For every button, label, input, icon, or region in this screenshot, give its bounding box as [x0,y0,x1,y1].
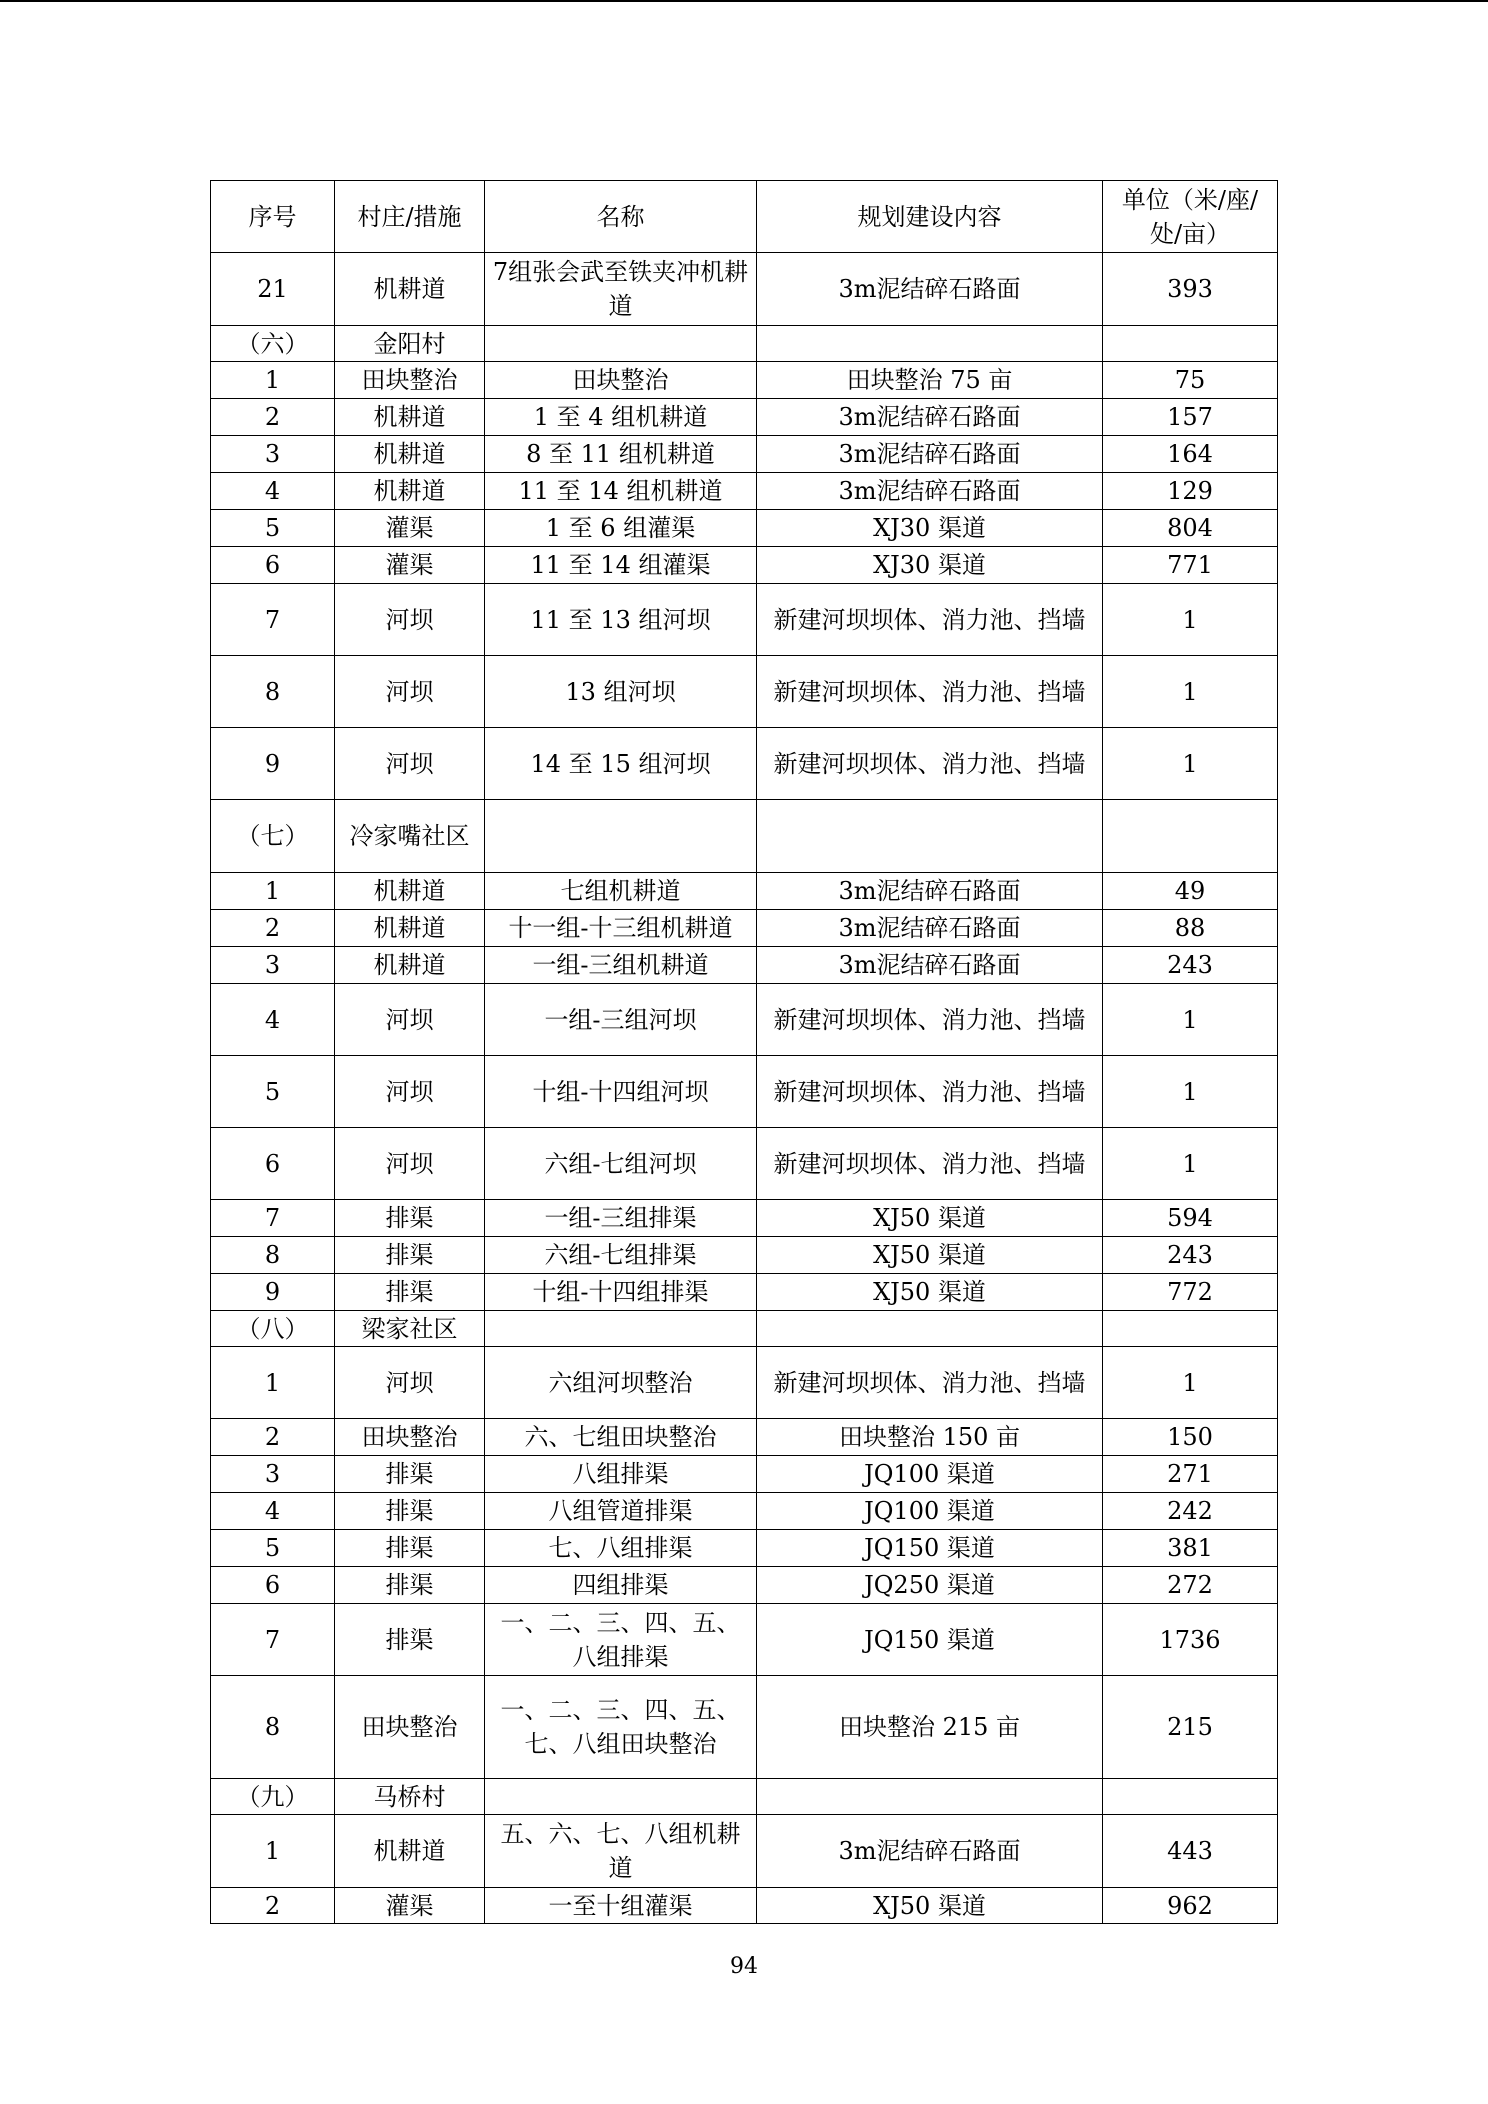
cell-content: 田块整治 150 亩 [757,1419,1103,1456]
table-row [211,399,1278,436]
table-row [211,1419,1278,1456]
cell-content: JQ150 渠道 [757,1604,1103,1676]
cell-name: 一组-三组机耕道 [485,947,757,984]
page-number: 94 [730,1954,758,1979]
cell-content: XJ50 渠道 [757,1888,1103,1924]
table-row [211,1815,1278,1888]
cell-name: 八组排渠 [485,1456,757,1493]
cell-village: 排渠 [335,1493,485,1530]
cell-seq: 1 [211,873,335,910]
table-row [211,1493,1278,1530]
cell-name: 八组管道排渠 [485,1493,757,1530]
cell-content [757,326,1103,362]
cell-village: 河坝 [335,984,485,1056]
cell-content: 3m泥结碎石路面 [757,947,1103,984]
cell-unit: 1 [1103,1128,1278,1200]
cell-content: 3m泥结碎石路面 [757,873,1103,910]
cell-village: 田块整治 [335,1676,485,1779]
cell-content: 新建河坝坝体、消力池、挡墙 [757,984,1103,1056]
cell-name: 田块整治 [485,362,757,399]
cell-seq: 6 [211,1128,335,1200]
cell-unit [1103,1311,1278,1347]
table-body [211,253,1278,1924]
cell-name: 8 至 11 组机耕道 [485,436,757,473]
table-row [211,800,1278,873]
cell-unit: 88 [1103,910,1278,947]
table-row [211,547,1278,584]
cell-unit [1103,326,1278,362]
header-village: 村庄/措施 [335,181,485,253]
table-row [211,1456,1278,1493]
cell-unit: 962 [1103,1888,1278,1924]
cell-village: 河坝 [335,584,485,656]
cell-name: 一、二、三、四、五、八组排渠 [485,1604,757,1676]
cell-village: 冷家嘴社区 [335,800,485,873]
cell-village: 灌渠 [335,510,485,547]
cell-seq: 5 [211,1056,335,1128]
cell-content: 新建河坝坝体、消力池、挡墙 [757,1056,1103,1128]
cell-name: 一、二、三、四、五、七、八组田块整治 [485,1676,757,1779]
table-row [211,1311,1278,1347]
cell-seq: 1 [211,1815,335,1888]
cell-content: 新建河坝坝体、消力池、挡墙 [757,656,1103,728]
cell-seq: 1 [211,1347,335,1419]
cell-name: 四组排渠 [485,1567,757,1604]
cell-seq: 8 [211,1237,335,1274]
cell-unit: 393 [1103,253,1278,326]
cell-village: 机耕道 [335,399,485,436]
cell-unit: 272 [1103,1567,1278,1604]
cell-village: 排渠 [335,1200,485,1237]
cell-unit [1103,800,1278,873]
table-row [211,1056,1278,1128]
cell-village: 排渠 [335,1567,485,1604]
cell-village: 河坝 [335,656,485,728]
cell-seq: 9 [211,1274,335,1311]
cell-name: 七、八组排渠 [485,1530,757,1567]
cell-content: 田块整治 215 亩 [757,1676,1103,1779]
cell-seq: 6 [211,1567,335,1604]
cell-seq: 6 [211,547,335,584]
cell-seq: 2 [211,910,335,947]
cell-village: 排渠 [335,1237,485,1274]
cell-village: 排渠 [335,1274,485,1311]
table-row [211,910,1278,947]
cell-seq: 3 [211,436,335,473]
cell-village: 田块整治 [335,1419,485,1456]
cell-village: 梁家社区 [335,1311,485,1347]
cell-name: 五、六、七、八组机耕道 [485,1815,757,1888]
cell-village: 灌渠 [335,547,485,584]
table-header-row [211,181,1278,253]
table-row [211,656,1278,728]
cell-name: 十一组-十三组机耕道 [485,910,757,947]
cell-village: 马桥村 [335,1779,485,1815]
cell-name: 一组-三组河坝 [485,984,757,1056]
cell-content: 3m泥结碎石路面 [757,910,1103,947]
cell-unit: 215 [1103,1676,1278,1779]
cell-seq: 7 [211,1604,335,1676]
table-row [211,1676,1278,1779]
table-row [211,473,1278,510]
cell-name: 六组-七组河坝 [485,1128,757,1200]
cell-unit: 164 [1103,436,1278,473]
cell-content: 3m泥结碎石路面 [757,253,1103,326]
cell-name: 7组张会武至铁夹冲机耕道 [485,253,757,326]
cell-seq: 9 [211,728,335,800]
table-row [211,1237,1278,1274]
cell-name: 1 至 4 组机耕道 [485,399,757,436]
cell-unit: 1 [1103,728,1278,800]
cell-content [757,1779,1103,1815]
cell-name [485,1779,757,1815]
cell-unit: 1 [1103,1056,1278,1128]
header-seq: 序号 [211,181,335,253]
header-unit: 单位（米/座/处/亩） [1103,181,1278,253]
cell-content: JQ100 渠道 [757,1493,1103,1530]
cell-seq: 7 [211,1200,335,1237]
cell-unit: 75 [1103,362,1278,399]
table-row [211,584,1278,656]
cell-village: 机耕道 [335,947,485,984]
cell-unit: 1 [1103,656,1278,728]
table-row [211,1128,1278,1200]
cell-seq: 8 [211,1676,335,1779]
cell-unit: 243 [1103,1237,1278,1274]
cell-content: 3m泥结碎石路面 [757,399,1103,436]
cell-content [757,1311,1103,1347]
cell-village: 田块整治 [335,362,485,399]
table-row [211,947,1278,984]
cell-unit: 129 [1103,473,1278,510]
cell-name: 13 组河坝 [485,656,757,728]
cell-content: XJ50 渠道 [757,1200,1103,1237]
table-row [211,1200,1278,1237]
cell-name: 七组机耕道 [485,873,757,910]
cell-unit: 771 [1103,547,1278,584]
cell-village: 机耕道 [335,436,485,473]
cell-village: 机耕道 [335,253,485,326]
cell-seq: （九） [211,1779,335,1815]
table-row [211,1347,1278,1419]
cell-content: 新建河坝坝体、消力池、挡墙 [757,1128,1103,1200]
cell-unit: 157 [1103,399,1278,436]
cell-unit: 1 [1103,584,1278,656]
cell-seq: （八） [211,1311,335,1347]
cell-name: 六组河坝整治 [485,1347,757,1419]
cell-unit: 381 [1103,1530,1278,1567]
table-row [211,253,1278,326]
cell-seq: 21 [211,253,335,326]
table-row [211,984,1278,1056]
cell-name: 11 至 13 组河坝 [485,584,757,656]
cell-content: 新建河坝坝体、消力池、挡墙 [757,1347,1103,1419]
cell-content: JQ100 渠道 [757,1456,1103,1493]
cell-seq: 2 [211,1888,335,1924]
table-row [211,510,1278,547]
cell-name [485,1311,757,1347]
cell-seq: 4 [211,1493,335,1530]
cell-seq: （七） [211,800,335,873]
cell-content: 3m泥结碎石路面 [757,473,1103,510]
cell-seq: 1 [211,362,335,399]
table-row [211,1530,1278,1567]
table-row [211,1604,1278,1676]
cell-content: 新建河坝坝体、消力池、挡墙 [757,584,1103,656]
cell-content: JQ150 渠道 [757,1530,1103,1567]
cell-content: XJ30 渠道 [757,510,1103,547]
cell-unit: 49 [1103,873,1278,910]
cell-unit [1103,1779,1278,1815]
cell-village: 金阳村 [335,326,485,362]
cell-content: 3m泥结碎石路面 [757,436,1103,473]
construction-plan-table [210,180,1278,1924]
cell-unit: 271 [1103,1456,1278,1493]
cell-name: 11 至 14 组机耕道 [485,473,757,510]
cell-content: JQ250 渠道 [757,1567,1103,1604]
cell-name: 14 至 15 组河坝 [485,728,757,800]
cell-name: 一至十组灌渠 [485,1888,757,1924]
cell-unit: 772 [1103,1274,1278,1311]
cell-unit: 443 [1103,1815,1278,1888]
table-row [211,873,1278,910]
cell-village: 河坝 [335,728,485,800]
cell-seq: 5 [211,510,335,547]
cell-unit: 1 [1103,1347,1278,1419]
cell-name: 十组-十四组河坝 [485,1056,757,1128]
cell-content: 3m泥结碎石路面 [757,1815,1103,1888]
cell-content: XJ50 渠道 [757,1274,1103,1311]
header-name: 名称 [485,181,757,253]
cell-unit: 1 [1103,984,1278,1056]
cell-content: XJ50 渠道 [757,1237,1103,1274]
cell-unit: 243 [1103,947,1278,984]
table-row [211,436,1278,473]
cell-village: 排渠 [335,1604,485,1676]
table-row [211,728,1278,800]
cell-seq: 4 [211,473,335,510]
cell-seq: （六） [211,326,335,362]
cell-unit: 804 [1103,510,1278,547]
cell-seq: 8 [211,656,335,728]
cell-unit: 242 [1103,1493,1278,1530]
cell-seq: 5 [211,1530,335,1567]
cell-village: 机耕道 [335,910,485,947]
cell-content [757,800,1103,873]
cell-village: 机耕道 [335,873,485,910]
cell-name [485,800,757,873]
cell-seq: 2 [211,1419,335,1456]
cell-seq: 4 [211,984,335,1056]
header-content: 规划建设内容 [757,181,1103,253]
cell-name: 十组-十四组排渠 [485,1274,757,1311]
cell-seq: 2 [211,399,335,436]
cell-name: 11 至 14 组灌渠 [485,547,757,584]
cell-name [485,326,757,362]
cell-name: 一组-三组排渠 [485,1200,757,1237]
cell-village: 机耕道 [335,1815,485,1888]
cell-seq: 7 [211,584,335,656]
cell-unit: 150 [1103,1419,1278,1456]
cell-content: 新建河坝坝体、消力池、挡墙 [757,728,1103,800]
table-row [211,326,1278,362]
cell-village: 河坝 [335,1128,485,1200]
table-row [211,362,1278,399]
table-row [211,1274,1278,1311]
table-row [211,1779,1278,1815]
cell-unit: 594 [1103,1200,1278,1237]
page-top-border [0,0,1488,2]
cell-name: 六组-七组排渠 [485,1237,757,1274]
cell-unit: 1736 [1103,1604,1278,1676]
cell-name: 1 至 6 组灌渠 [485,510,757,547]
cell-village: 机耕道 [335,473,485,510]
cell-content: 田块整治 75 亩 [757,362,1103,399]
cell-seq: 3 [211,1456,335,1493]
cell-content: XJ30 渠道 [757,547,1103,584]
cell-village: 河坝 [335,1347,485,1419]
cell-village: 排渠 [335,1456,485,1493]
cell-seq: 3 [211,947,335,984]
cell-name: 六、七组田块整治 [485,1419,757,1456]
cell-village: 排渠 [335,1530,485,1567]
cell-village: 河坝 [335,1056,485,1128]
table-row [211,1888,1278,1924]
cell-village: 灌渠 [335,1888,485,1924]
table-row [211,1567,1278,1604]
